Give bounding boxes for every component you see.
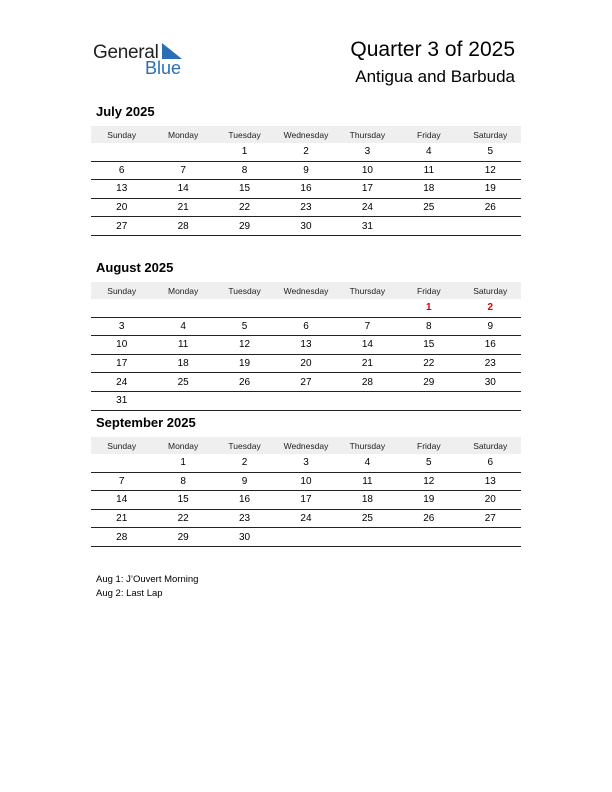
empty-day-cell: [275, 391, 336, 410]
day-cell: 4: [398, 143, 459, 161]
empty-day-cell: [152, 299, 213, 317]
day-cell: 25: [337, 509, 398, 528]
empty-day-cell: [398, 391, 459, 410]
page-title: Quarter 3 of 2025: [350, 38, 515, 61]
calendar-table: [91, 126, 521, 236]
day-cell: 20: [460, 491, 521, 510]
week-row: [91, 317, 521, 336]
holiday-note: Aug 2: Last Lap: [96, 588, 163, 599]
day-cell: 26: [460, 198, 521, 217]
weekday-header: Wednesday: [275, 282, 336, 299]
day-cell: 16: [214, 491, 275, 510]
page-subtitle: Antigua and Barbuda: [355, 67, 515, 86]
day-cell: 22: [214, 198, 275, 217]
day-cell: 14: [337, 336, 398, 355]
day-cell: 31: [91, 391, 152, 410]
day-cell: 15: [398, 336, 459, 355]
day-cell: 4: [152, 317, 213, 336]
month-title: August 2025: [96, 260, 174, 275]
day-cell: 27: [91, 217, 152, 236]
day-cell: 2: [275, 143, 336, 161]
day-cell: 25: [398, 198, 459, 217]
day-cell: 24: [337, 198, 398, 217]
day-cell: 19: [398, 491, 459, 510]
weekday-header: Thursday: [337, 437, 398, 454]
day-cell: 27: [460, 509, 521, 528]
calendar-table: [91, 282, 521, 411]
logo-text-blue: Blue: [145, 58, 182, 78]
empty-day-cell: [398, 217, 459, 236]
weekday-header: Monday: [152, 437, 213, 454]
week-row: [91, 509, 521, 528]
month-september: [91, 415, 521, 547]
week-row: [91, 354, 521, 373]
week-row: [91, 143, 521, 161]
empty-day-cell: [91, 299, 152, 317]
day-cell: 24: [91, 373, 152, 392]
day-cell: 17: [337, 180, 398, 199]
day-cell: 12: [214, 336, 275, 355]
week-row: [91, 491, 521, 510]
empty-day-cell: [214, 391, 275, 410]
weekday-header: Saturday: [460, 282, 521, 299]
day-cell: 22: [152, 509, 213, 528]
day-cell: 14: [152, 180, 213, 199]
weekday-header-row: [91, 282, 521, 299]
empty-day-cell: [275, 299, 336, 317]
day-cell: 9: [214, 472, 275, 491]
day-cell: 12: [460, 161, 521, 180]
day-cell: 29: [152, 528, 213, 547]
logo: [93, 40, 193, 80]
day-cell: 11: [398, 161, 459, 180]
day-cell: 5: [460, 143, 521, 161]
day-cell: 27: [275, 373, 336, 392]
weekday-header: Tuesday: [214, 282, 275, 299]
day-cell: 8: [214, 161, 275, 180]
day-cell: 6: [460, 454, 521, 472]
day-cell: 23: [460, 354, 521, 373]
empty-day-cell: [460, 391, 521, 410]
calendar-table: [91, 437, 521, 547]
day-cell: 1: [214, 143, 275, 161]
day-cell: 2: [214, 454, 275, 472]
logo-text-general: General: [93, 42, 159, 63]
weekday-header: Friday: [398, 282, 459, 299]
day-cell: 4: [337, 454, 398, 472]
week-row: [91, 336, 521, 355]
day-cell: 9: [460, 317, 521, 336]
day-cell: 10: [337, 161, 398, 180]
day-cell: 12: [398, 472, 459, 491]
day-cell: 10: [91, 336, 152, 355]
day-cell: 9: [275, 161, 336, 180]
month-title: September 2025: [96, 415, 196, 430]
day-cell: 5: [214, 317, 275, 336]
weekday-header: Friday: [398, 126, 459, 143]
week-row: [91, 161, 521, 180]
day-cell: 13: [91, 180, 152, 199]
day-cell: 18: [152, 354, 213, 373]
day-cell: 28: [337, 373, 398, 392]
day-cell: 24: [275, 509, 336, 528]
weekday-header: Tuesday: [214, 437, 275, 454]
day-cell: 15: [152, 491, 213, 510]
empty-day-cell: [337, 528, 398, 547]
empty-day-cell: [152, 143, 213, 161]
day-cell: 23: [275, 198, 336, 217]
day-cell: 5: [398, 454, 459, 472]
weekday-header: Sunday: [91, 282, 152, 299]
day-cell: 26: [398, 509, 459, 528]
day-cell: 17: [91, 354, 152, 373]
day-cell: 6: [91, 161, 152, 180]
calendar-body: [91, 299, 521, 410]
empty-day-cell: [337, 391, 398, 410]
day-cell: 1: [398, 299, 459, 317]
week-row: [91, 180, 521, 199]
day-cell: 8: [152, 472, 213, 491]
day-cell: 17: [275, 491, 336, 510]
month-july: [91, 104, 521, 236]
calendar-body: [91, 143, 521, 235]
day-cell: 26: [214, 373, 275, 392]
day-cell: 1: [152, 454, 213, 472]
holiday-note: Aug 1: J’Ouvert Morning: [96, 574, 199, 585]
day-cell: 6: [275, 317, 336, 336]
day-cell: 19: [460, 180, 521, 199]
day-cell: 11: [337, 472, 398, 491]
day-cell: 31: [337, 217, 398, 236]
weekday-header: Saturday: [460, 126, 521, 143]
day-cell: 18: [337, 491, 398, 510]
day-cell: 3: [91, 317, 152, 336]
empty-day-cell: [398, 528, 459, 547]
month-august: [91, 260, 521, 411]
day-cell: 7: [337, 317, 398, 336]
empty-day-cell: [275, 528, 336, 547]
day-cell: 11: [152, 336, 213, 355]
day-cell: 22: [398, 354, 459, 373]
week-row: [91, 217, 521, 236]
day-cell: 21: [337, 354, 398, 373]
day-cell: 20: [91, 198, 152, 217]
day-cell: 29: [398, 373, 459, 392]
weekday-header: Saturday: [460, 437, 521, 454]
day-cell: 18: [398, 180, 459, 199]
day-cell: 19: [214, 354, 275, 373]
weekday-header: Sunday: [91, 437, 152, 454]
weekday-header: Monday: [152, 282, 213, 299]
day-cell: 25: [152, 373, 213, 392]
empty-day-cell: [337, 299, 398, 317]
day-cell: 30: [460, 373, 521, 392]
weekday-header: Monday: [152, 126, 213, 143]
weekday-header: Sunday: [91, 126, 152, 143]
day-cell: 16: [275, 180, 336, 199]
day-cell: 8: [398, 317, 459, 336]
week-row: [91, 391, 521, 410]
day-cell: 3: [275, 454, 336, 472]
week-row: [91, 454, 521, 472]
empty-day-cell: [91, 143, 152, 161]
empty-day-cell: [152, 391, 213, 410]
day-cell: 16: [460, 336, 521, 355]
weekday-header-row: [91, 437, 521, 454]
week-row: [91, 198, 521, 217]
day-cell: 23: [214, 509, 275, 528]
holiday-notes: [96, 573, 198, 601]
day-cell: 13: [460, 472, 521, 491]
day-cell: 10: [275, 472, 336, 491]
day-cell: 30: [214, 528, 275, 547]
day-cell: 15: [214, 180, 275, 199]
day-cell: 2: [460, 299, 521, 317]
weekday-header: Tuesday: [214, 126, 275, 143]
empty-day-cell: [460, 528, 521, 547]
day-cell: 7: [152, 161, 213, 180]
month-title: July 2025: [96, 104, 155, 119]
weekday-header: Thursday: [337, 282, 398, 299]
empty-day-cell: [460, 217, 521, 236]
logo-flag-icon: [162, 43, 182, 59]
day-cell: 21: [91, 509, 152, 528]
week-row: [91, 472, 521, 491]
empty-day-cell: [91, 454, 152, 472]
day-cell: 3: [337, 143, 398, 161]
day-cell: 20: [275, 354, 336, 373]
weekday-header: Wednesday: [275, 437, 336, 454]
week-row: [91, 299, 521, 317]
day-cell: 30: [275, 217, 336, 236]
week-row: [91, 528, 521, 547]
day-cell: 29: [214, 217, 275, 236]
day-cell: 28: [152, 217, 213, 236]
calendar-body: [91, 454, 521, 546]
day-cell: 14: [91, 491, 152, 510]
weekday-header: Friday: [398, 437, 459, 454]
day-cell: 7: [91, 472, 152, 491]
weekday-header-row: [91, 126, 521, 143]
weekday-header: Thursday: [337, 126, 398, 143]
week-row: [91, 373, 521, 392]
day-cell: 13: [275, 336, 336, 355]
day-cell: 21: [152, 198, 213, 217]
empty-day-cell: [214, 299, 275, 317]
weekday-header: Wednesday: [275, 126, 336, 143]
day-cell: 28: [91, 528, 152, 547]
